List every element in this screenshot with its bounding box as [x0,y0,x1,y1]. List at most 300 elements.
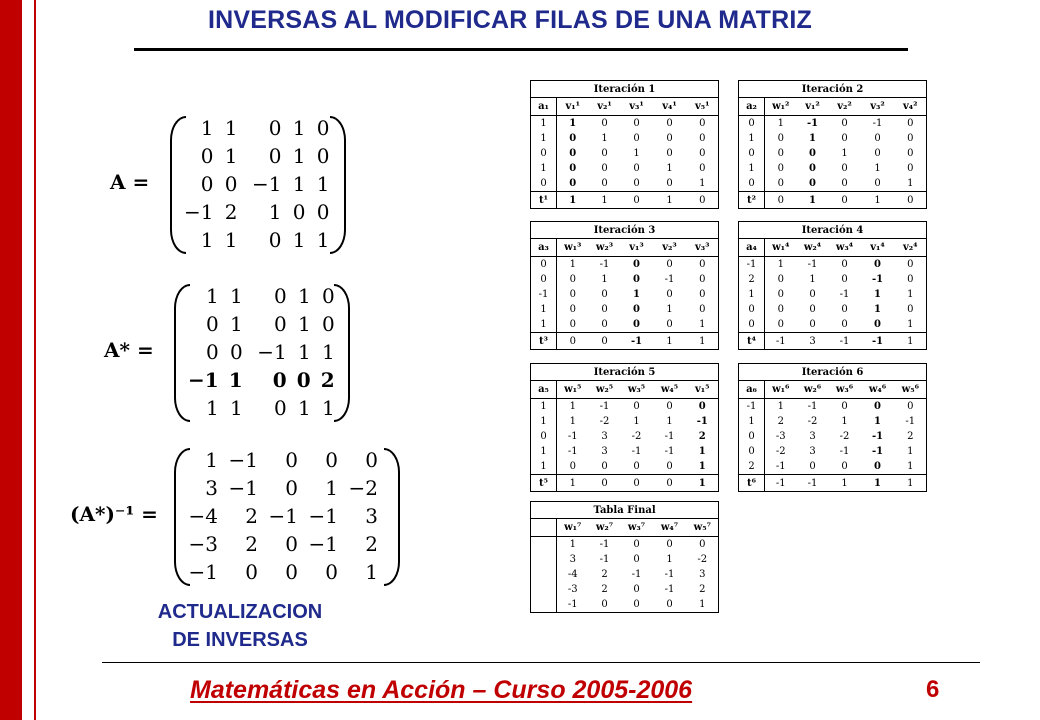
iteration-title: Tabla Final [531,502,719,519]
table-cell: -1 [599,554,610,565]
table-cell: 2 [601,569,608,580]
table-cell [531,537,557,553]
matrix-entry: 1 [205,284,219,308]
table-cell: 0 [874,178,881,189]
matrix-entry: 3 [365,504,378,528]
table-cell: 1 [748,163,755,174]
table-cell: 0 [633,319,640,330]
table-cell: 0 [874,148,881,159]
matrix-entry: 0 [273,312,287,336]
matrix-entry: 0 [321,312,335,336]
table-row [531,399,719,415]
matrix-entry: −1 [228,476,258,500]
table-cell: 0 [748,431,755,442]
table-cell: 0 [666,178,673,189]
table-cell: 0 [765,302,797,317]
table-cell: 0 [841,304,848,315]
table-cell: 1 [699,178,706,189]
footer-text: Matemáticas en Acción – Curso 2005-2006 [190,676,693,704]
table-cell [531,597,557,613]
matrix-entry: −1 [252,172,282,196]
matrix-entry: 1 [316,228,330,252]
table-cell: 3 [557,552,589,567]
matrix-entry: 1 [316,172,330,196]
total-row [739,333,927,350]
table-row [531,597,719,613]
matrix-entry: 0 [205,312,219,336]
table-cell: -1 [664,446,675,457]
table-cell: 0 [907,304,914,315]
column-header: w₁³ [557,239,589,257]
table-row [531,537,719,553]
matrix-entry: 2 [245,532,258,556]
table-cell: 1 [907,178,914,189]
matrix-entry: 0 [321,284,335,308]
table-row [531,567,719,582]
matrix-entry: 1 [228,368,243,392]
matrix-label: A* = [104,338,154,362]
table-row [739,459,927,475]
table-cell: 0 [765,287,797,302]
column-header: w₄⁵ [653,381,687,399]
total-cell: 0 [895,192,927,209]
table-cell: 1 [557,116,589,132]
total-cell: 1 [589,192,621,209]
table-cell: -1 [599,539,610,550]
table-cell: 3 [601,431,608,442]
table-cell: 1 [601,133,608,144]
table-cell: 1 [809,133,816,144]
table-cell: 0 [666,133,673,144]
matrix-3 [70,444,434,594]
matrix-entry: 0 [273,396,287,420]
total-cell: t⁵ [531,475,557,492]
table-cell: -4 [557,567,589,582]
table-row [739,176,927,192]
matrix-entry: −1 [188,368,219,392]
table-cell: 0 [907,133,914,144]
table-cell: 3 [809,431,816,442]
total-cell: 0 [621,475,653,492]
total-cell: 1 [829,475,861,492]
left-accent-bar [0,0,22,720]
column-header: v₃¹ [621,98,653,116]
matrix-entry: 0 [325,448,338,472]
table-cell: 0 [633,304,640,315]
table-cell: -1 [839,289,850,300]
matrix-row [184,170,329,198]
total-cell: 0 [653,475,687,492]
table-cell: 0 [633,584,640,595]
table-cell: 0 [698,401,706,412]
table-cell: 0 [699,304,706,315]
table-cell: -1 [872,118,883,129]
table-cell: 0 [748,446,755,457]
total-cell: 0 [589,475,621,492]
table-cell: 0 [666,401,673,412]
table-row [739,272,927,287]
table-cell: 0 [540,178,547,189]
table-cell: -1 [905,416,916,427]
table-cell: 0 [699,539,706,550]
section-label-line-2: DE INVERSAS [172,629,308,651]
table-cell: 1 [633,148,640,159]
matrix-entry: 2 [224,200,238,224]
column-header: v₅¹ [687,98,719,116]
matrix-1 [110,112,400,262]
table-cell: 0 [765,131,797,146]
matrix-entry: 1 [365,560,378,584]
matrix-row [188,446,378,474]
matrix-entry: 1 [321,396,335,420]
table-row [531,176,719,192]
table-cell: -1 [746,259,757,270]
table-row [531,257,719,273]
table-cell: -1 [599,401,610,412]
total-row [531,475,719,492]
table-cell: 0 [809,461,816,472]
table-cell [531,582,557,597]
table-cell: 0 [633,401,640,412]
table-cell: 0 [666,319,673,330]
column-header: a₄ [739,239,765,257]
table-row [531,459,719,475]
matrix-entry: 0 [325,560,338,584]
total-row [531,192,719,209]
table-cell: 0 [557,161,589,176]
column-header: w₂⁴ [797,239,829,257]
total-cell: -1 [621,333,653,350]
matrix-entry: 0 [268,116,282,140]
table-cell: 2 [601,584,608,595]
matrix-entry: −4 [188,504,218,528]
table-cell: 0 [841,118,848,129]
table-cell: 1 [809,274,816,285]
column-header: w₁⁶ [765,381,797,399]
page-title: INVERSAS AL MODIFICAR FILAS DE UNA MATRIZ [207,6,813,34]
table-cell: 0 [557,176,589,192]
column-header: v₄¹ [653,98,687,116]
table-cell: 0 [633,118,640,129]
table-cell: -1 [871,446,884,457]
column-header: w₄⁶ [861,381,895,399]
title-underline [134,48,908,51]
table-cell: -2 [697,554,708,565]
matrix-entry: 1 [292,116,306,140]
page-number: 6 [926,676,940,703]
table-cell: 0 [765,317,797,333]
table-cell: 0 [666,461,673,472]
table-cell: 0 [540,431,547,442]
table-cell: -2 [631,431,642,442]
matrix-entry: 1 [224,144,238,168]
matrix-entry: −1 [184,200,214,224]
table-cell: 1 [765,399,797,415]
table-row [531,317,719,333]
matrix-entry: 1 [200,228,214,252]
matrix-label: (A*)⁻¹ = [70,502,158,526]
matrix-entry: −2 [348,476,378,500]
table-cell: 0 [748,148,755,159]
table-row [531,444,719,459]
column-header: w₃⁷ [621,519,653,537]
table-cell: 1 [540,461,547,472]
table-cell: 0 [907,274,914,285]
matrix-entry: 1 [325,476,338,500]
column-header: v₁² [797,98,829,116]
total-cell: 0 [829,192,861,209]
table-cell: 0 [841,319,848,330]
table-cell: 2 [748,274,755,285]
table-cell: 0 [699,274,706,285]
table-cell: 0 [809,148,816,159]
table-cell: -2 [807,416,818,427]
total-cell: t³ [531,333,557,350]
matrix-entries [188,446,378,586]
table-row [739,131,927,146]
table-cell: 1 [633,416,640,427]
table-cell: -3 [557,582,589,597]
matrix-entry: 0 [285,448,298,472]
table-cell: 0 [809,163,816,174]
matrix-entry: 0 [365,448,378,472]
total-cell: -1 [765,475,797,492]
table-cell: 0 [907,259,914,270]
column-header: w₃⁵ [621,381,653,399]
table-cell: 0 [841,274,848,285]
table-cell: 0 [666,148,673,159]
table-cell: 0 [633,259,640,270]
table-cell: 0 [765,176,797,192]
column-header: v₁⁵ [687,381,719,399]
table-cell: 0 [633,599,640,610]
table-cell: -1 [696,416,708,427]
matrix-entry: 0 [316,116,330,140]
matrix-entry: 0 [285,476,298,500]
table-cell: -1 [631,569,642,580]
table-cell: 0 [540,148,547,159]
total-cell: -1 [829,333,861,350]
matrix-entry: −1 [308,532,338,556]
total-cell: -1 [861,333,895,350]
column-header: v₄² [895,98,927,116]
table-row [531,272,719,287]
total-cell: -1 [765,333,797,350]
column-header [531,519,557,537]
matrix-row [184,114,329,142]
table-cell: 1 [540,319,547,330]
total-cell: t⁴ [739,333,765,350]
table-cell: 1 [557,537,589,553]
column-header: w₂⁵ [589,381,621,399]
table-cell: 0 [841,401,848,412]
total-cell: 1 [557,192,589,209]
total-cell: 1 [687,475,719,492]
table-row [739,257,927,273]
matrix-entry: 0 [285,532,298,556]
table-cell: 0 [557,131,589,146]
table-cell: 0 [666,259,673,270]
column-header: v₂³ [653,239,687,257]
matrix-row [188,394,335,422]
matrix-entry: 1 [200,116,214,140]
matrix-row [188,366,335,394]
table-cell: -1 [664,584,675,595]
matrix-entry: −1 [308,504,338,528]
column-header: v₃² [861,98,895,116]
table-cell: -1 [664,569,675,580]
table-cell: 3 [699,569,706,580]
table-cell: 2 [698,431,706,442]
table-cell: 1 [540,163,547,174]
table-cell: 1 [907,461,914,472]
table-cell: 1 [907,289,914,300]
table-cell: 1 [540,118,547,129]
table-cell: 0 [874,259,881,270]
matrix-entry: 0 [316,200,330,224]
table-cell: 2 [765,414,797,429]
matrix-entry: −1 [188,560,218,584]
iteration-title: Iteración 6 [739,364,927,381]
matrix-row [188,282,335,310]
table-cell: 0 [557,272,589,287]
iteration-title: Iteración 4 [739,222,927,239]
table-cell: 0 [557,317,589,333]
matrix-row [188,502,378,530]
iteration-title: Iteración 3 [531,222,719,239]
table-row [739,302,927,317]
total-row [531,333,719,350]
table-cell: 0 [874,133,881,144]
table-row [531,287,719,302]
matrix-entry: 1 [297,312,311,336]
table-row [531,414,719,429]
matrix-label: A = [110,170,150,194]
table-cell: 0 [699,289,706,300]
table-cell: -1 [557,429,589,444]
matrix-entry: 1 [224,228,238,252]
table-cell: 0 [601,599,608,610]
table-cell: 0 [633,539,640,550]
table-cell: 0 [809,178,816,189]
table-cell: 1 [557,399,589,415]
total-cell: 0 [557,333,589,350]
column-header: a₂ [739,98,765,116]
table-cell: -2 [839,431,850,442]
total-cell: 0 [687,192,719,209]
table-cell: 1 [601,274,608,285]
table-cell [531,552,557,567]
iteration-title: Iteración 2 [739,81,927,98]
table-cell: -1 [664,431,675,442]
table-row [531,116,719,132]
table-cell: 0 [557,287,589,302]
table-row [739,429,927,444]
matrix-entry: 1 [297,340,311,364]
column-header: v₂¹ [589,98,621,116]
table-row [739,146,927,161]
matrix-entry: 1 [292,144,306,168]
column-header: a₅ [531,381,557,399]
table-cell: 0 [699,259,706,270]
total-cell: -1 [797,475,829,492]
table-cell: -3 [765,429,797,444]
matrix-entry: 0 [200,172,214,196]
left-accent-line [34,0,36,720]
column-header: a₁ [531,98,557,116]
matrix-entry: 1 [229,284,243,308]
matrix-entry: 0 [285,560,298,584]
table-cell: 0 [601,178,608,189]
table-cell: -1 [871,431,884,442]
matrix-entry: 1 [297,284,311,308]
iteration-table-7 [530,501,719,613]
iteration-title: Iteración 1 [531,81,719,98]
table-cell: -1 [871,274,884,285]
table-cell: 1 [907,319,914,330]
iteration-table-5 [530,363,719,492]
total-cell: 1 [653,333,687,350]
table-cell: 1 [874,163,881,174]
table-cell: 1 [765,257,797,273]
table-cell: 1 [841,148,848,159]
table-cell: 0 [907,148,914,159]
total-cell: 1 [557,475,589,492]
table-cell: 1 [540,304,547,315]
column-header: w₅⁶ [895,381,927,399]
table-cell: -1 [807,259,818,270]
column-header: w₂³ [589,239,621,257]
matrix-entry: 1 [205,448,218,472]
table-cell: -1 [557,597,589,613]
table-cell: 0 [633,133,640,144]
table-cell: 1 [841,416,848,427]
table-cell: -1 [765,459,797,475]
table-cell: 0 [557,146,589,161]
column-header: a₆ [739,381,765,399]
table-cell: 1 [666,163,673,174]
table-cell: 0 [809,289,816,300]
table-row [531,131,719,146]
total-cell: 1 [653,192,687,209]
table-cell: 0 [907,118,914,129]
table-cell: 1 [633,289,640,300]
table-cell: 0 [601,148,608,159]
matrix-entry: 2 [320,368,335,392]
table-cell: 0 [748,319,755,330]
table-cell: -1 [599,259,610,270]
table-cell: 0 [765,272,797,287]
table-cell: 1 [699,599,706,610]
column-header: w₄⁷ [653,519,687,537]
table-cell: 2 [699,584,706,595]
matrix-entries [184,114,329,254]
table-row [531,582,719,597]
right-parenthesis [330,116,346,254]
table-cell: 0 [699,148,706,159]
table-cell: 0 [540,274,547,285]
column-header: v₁⁴ [861,239,895,257]
table-cell: -2 [765,444,797,459]
table-cell: 1 [699,319,706,330]
table-row [739,414,927,429]
table-cell: 1 [748,416,755,427]
table-cell: 2 [907,431,914,442]
table-cell: 0 [841,133,848,144]
column-header: v₂² [829,98,861,116]
table-cell: 0 [633,163,640,174]
column-header: w₁² [765,98,797,116]
